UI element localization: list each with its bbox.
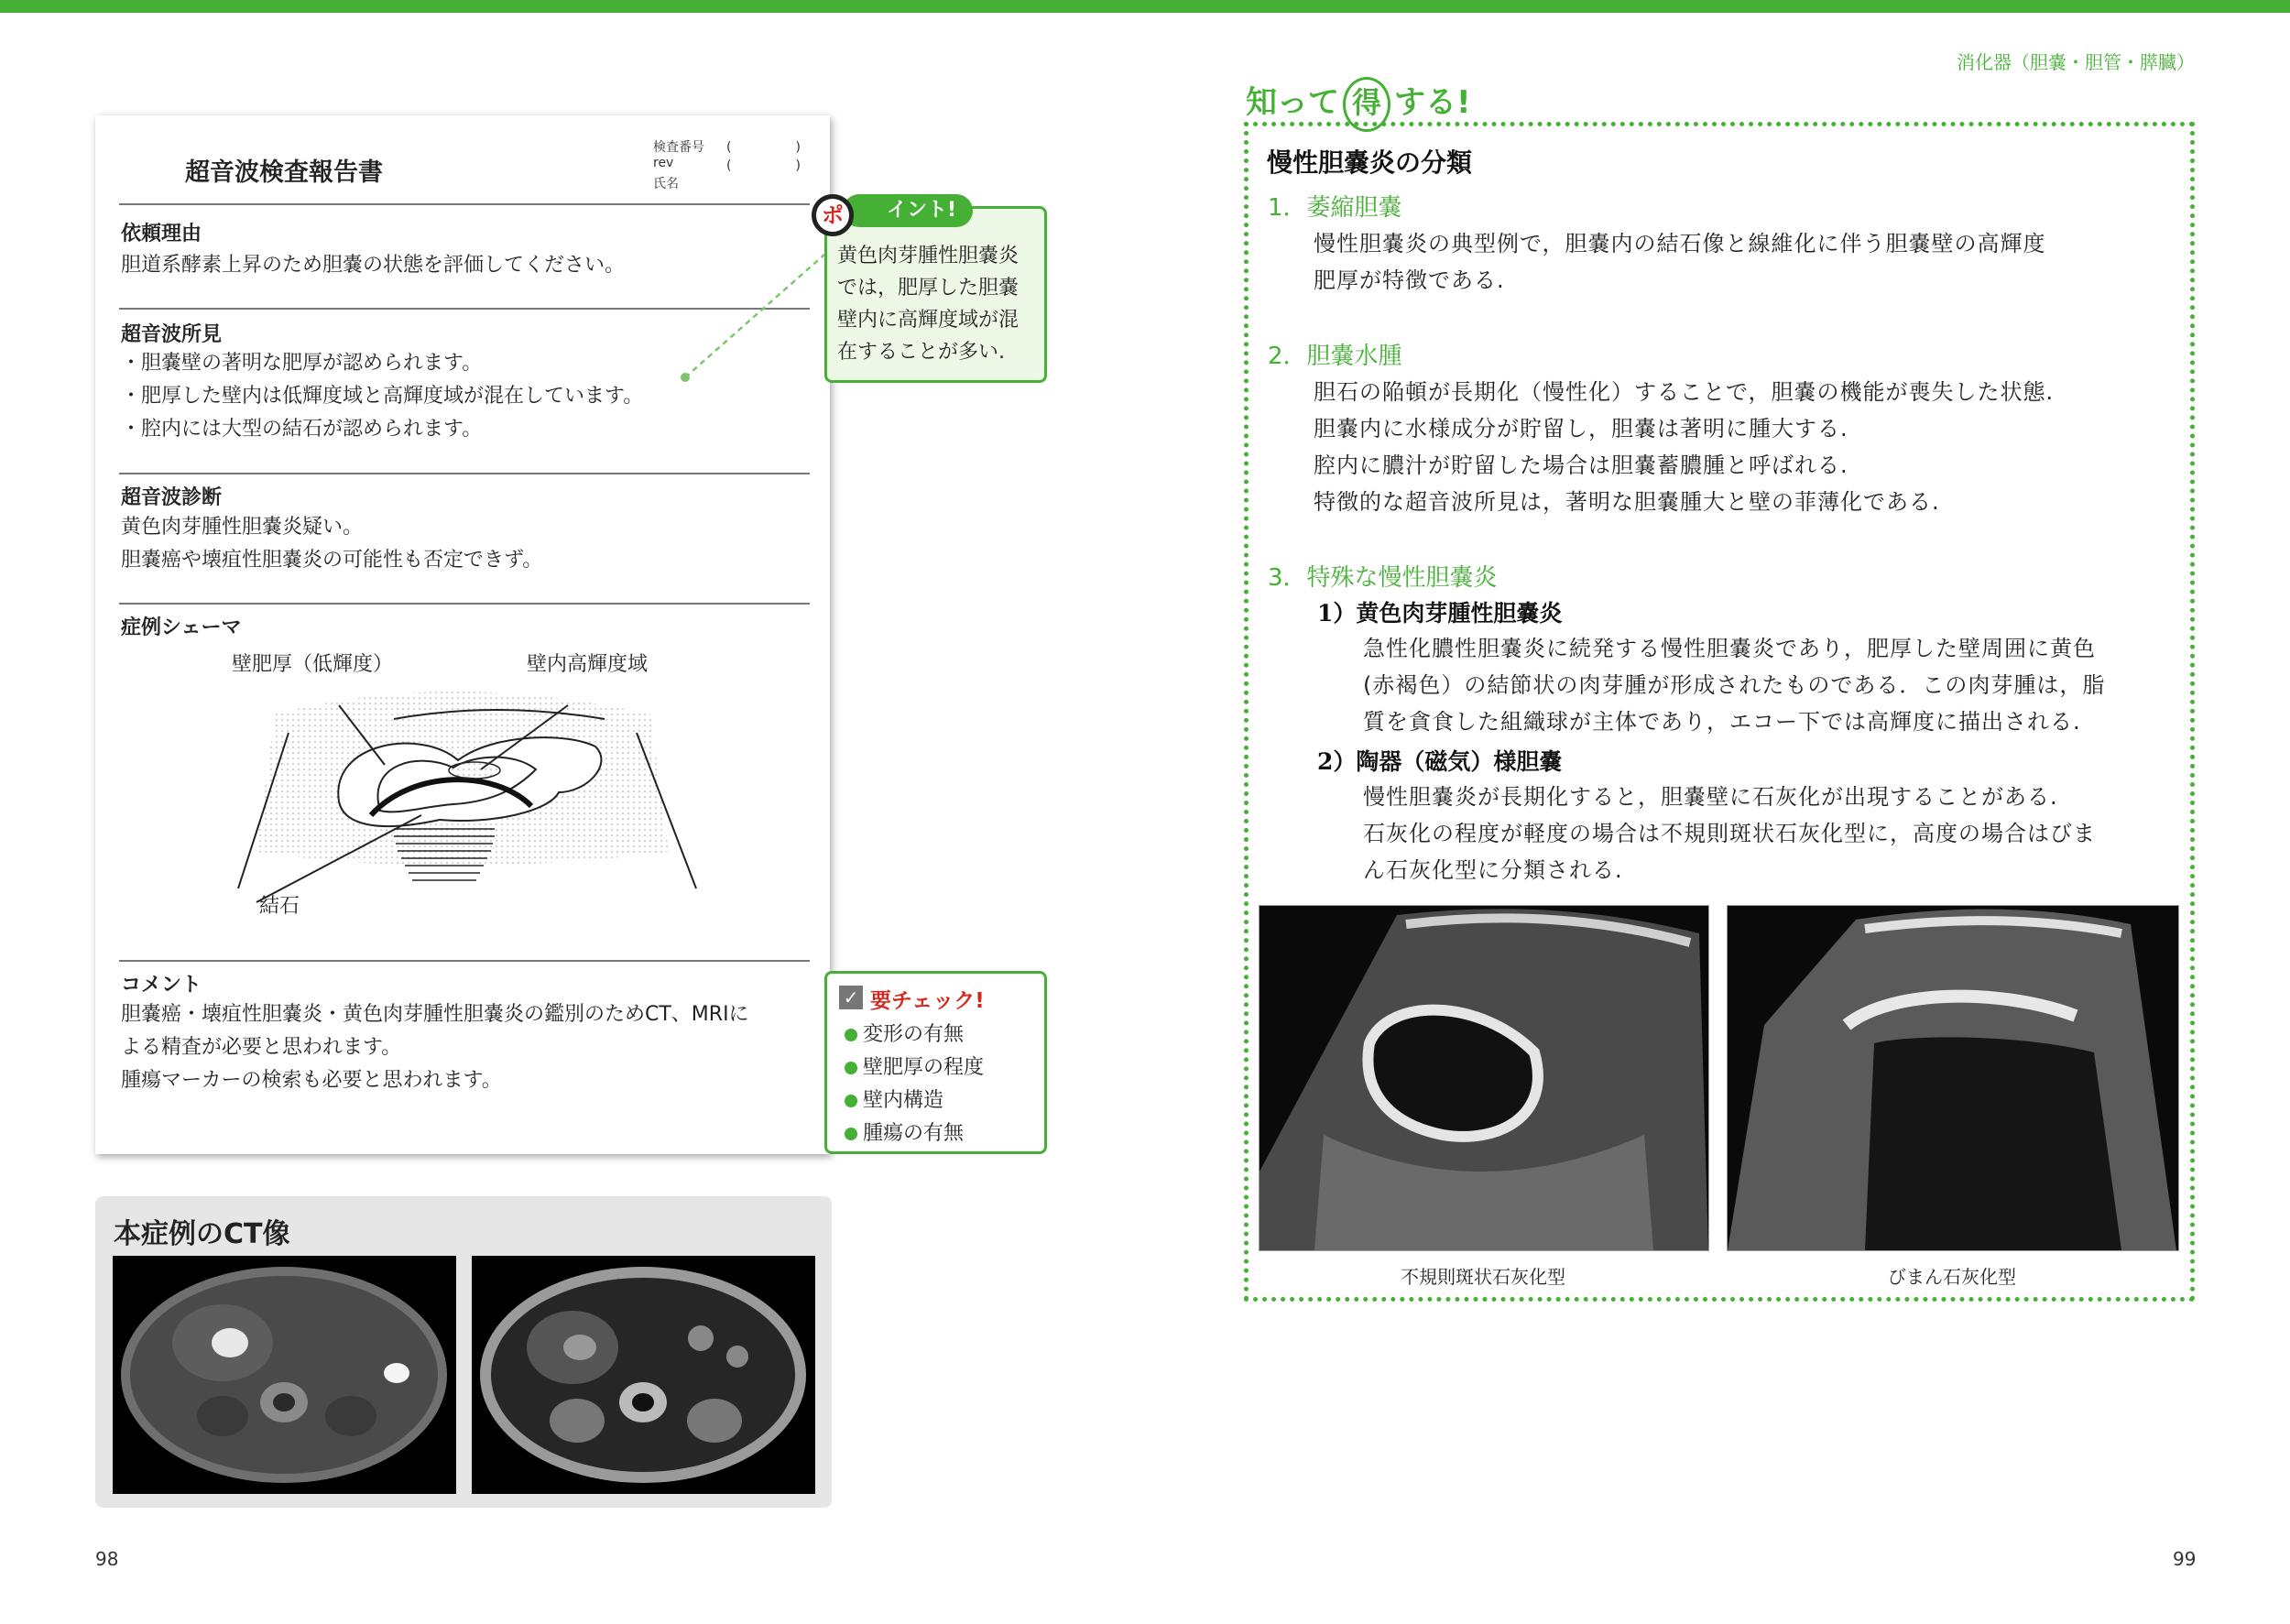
report-title: 超音波検査報告書 xyxy=(185,158,383,187)
finding-item: ・腔内には大型の結石が認められます。 xyxy=(121,418,483,441)
comment-heading: コメント xyxy=(121,973,202,997)
findings-heading: 超音波所見 xyxy=(121,322,223,346)
point-leader-line xyxy=(678,247,834,385)
point-tab: イント! xyxy=(843,194,973,227)
bullet-dot-icon xyxy=(845,1095,857,1107)
bullet-dot-icon xyxy=(845,1062,857,1074)
tips-title: 慢性胆嚢炎の分類 xyxy=(1267,147,1473,178)
schema-heading: 症例シェーマ xyxy=(121,616,242,639)
checkbox-icon: ✓ xyxy=(839,986,863,1009)
finding-item: ・胆嚢壁の著明な肥厚が認められます。 xyxy=(121,352,483,375)
ultrasound-image-2 xyxy=(1727,905,2179,1251)
diagnosis-text: 黄色肉芽腫性胆嚢炎疑い。 胆嚢癌や壊疽性胆嚢炎の可能性も否定できず。 xyxy=(121,516,543,572)
section-3b-text: 慢性胆嚢炎が長期化すると，胆嚢壁に石灰化が出現することがある. 石灰化の程度が軽度の場合は不規則斑状石灰化型に，高度の場合はびま ん石灰化型に分類される. xyxy=(1363,784,2096,883)
section-3a-heading: 1）黄色肉芽腫性胆嚢炎 xyxy=(1317,600,1563,627)
tips-banner: 知って 得 する! xyxy=(1246,77,1471,132)
bullet-dot-icon xyxy=(845,1128,857,1140)
section-3b-heading: 2）陶器（磁気）様胆嚢 xyxy=(1317,748,1563,775)
chapter-category: 消化器（胆嚢・胆管・膵臓） xyxy=(1957,51,2195,73)
check-item: 壁肥厚の程度 xyxy=(845,1052,984,1080)
top-color-bar xyxy=(0,0,2290,13)
section-1-text: 慢性胆嚢炎の典型例で，胆嚢内の結石像と線維化に伴う胆嚢壁の高輝度 肥厚が特徴である. xyxy=(1314,231,2046,293)
schema-label-wall: 壁肥厚（低輝度） xyxy=(232,653,394,676)
check-item: 変形の有無 xyxy=(845,1019,964,1047)
check-item: 腫瘍の有無 xyxy=(845,1117,964,1146)
meta-rev: rev ( ) xyxy=(653,156,801,173)
toku-badge: 得 xyxy=(1343,77,1390,132)
page-number-left: 98 xyxy=(95,1548,119,1570)
report-meta xyxy=(653,137,809,192)
ct-image-1 xyxy=(113,1256,456,1494)
schema-label-stone: 結石 xyxy=(259,895,300,918)
ct-title: 本症例のCT像 xyxy=(114,1218,290,1250)
section-3-heading: 3．特殊な慢性胆嚢炎 xyxy=(1268,564,1498,592)
ct-image-2 xyxy=(472,1256,815,1494)
caption-1: 不規則斑状石灰化型 xyxy=(1401,1266,1565,1288)
comment-text: 胆嚢癌・壊疽性胆嚢炎・黄色肉芽腫性胆嚢炎の鑑別のためCT、MRIに よる精査が必要と思われます。 腫瘍マーカーの検索も必要と思われます。 xyxy=(121,1003,749,1092)
schema-label-inner: 壁内高輝度域 xyxy=(527,653,649,676)
meta-exam-number: 検査番号 ( ) xyxy=(653,140,801,155)
divider xyxy=(119,203,810,205)
divider xyxy=(119,960,810,962)
findings-list xyxy=(121,347,643,446)
page-number-right: 99 xyxy=(2173,1548,2197,1570)
reason-heading: 依頼理由 xyxy=(121,222,202,245)
diagnosis-heading: 超音波診断 xyxy=(121,485,223,509)
check-title: 要チェック! xyxy=(870,989,985,1013)
section-2-heading: 2．胆嚢水腫 xyxy=(1268,343,1402,370)
reason-text: 胆道系酵素上昇のため胆嚢の状態を評価してください。 xyxy=(121,254,626,277)
section-1-heading: 1．萎縮胆嚢 xyxy=(1268,194,1402,222)
check-item: 壁内構造 xyxy=(845,1084,943,1113)
caption-2: びまん石灰化型 xyxy=(1888,1266,2016,1288)
section-3a-text: 急性化膿性胆嚢炎に続発する慢性胆嚢炎であり，肥厚した壁周囲に黄色 (赤褐色）の結節状の肉芽腫が形成されたものである．この肉芽腫は，脂 質を貪食した組織球が主体であり，エコー下では高輝度に描出される. xyxy=(1363,636,2106,735)
divider xyxy=(119,473,810,474)
finding-item: ・肥厚した壁内は低輝度域と高輝度域が混在しています。 xyxy=(121,385,644,408)
meta-name: 氏名 xyxy=(653,177,679,191)
point-text: 黄色肉芽腫性胆嚢炎 では，肥厚した胆嚢 壁内に高輝度域が混 在することが多い. xyxy=(837,245,1020,364)
ultrasound-image-1 xyxy=(1259,905,1709,1251)
divider xyxy=(119,603,810,605)
bullet-dot-icon xyxy=(845,1029,857,1041)
section-2-text: 胆石の陥頓が長期化（慢性化）することで，胆嚢の機能が喪失した状態. 胆嚢内に水様成分が貯留し，胆嚢は著明に腫大する. 腔内に膿汁が貯留した場合は胆嚢蓄膿腫と呼ばれる. 特徴的な超音波所見は，著明な胆嚢腫大と壁の菲薄化である. xyxy=(1314,379,2055,515)
point-loupe-icon: ポ xyxy=(812,194,854,236)
